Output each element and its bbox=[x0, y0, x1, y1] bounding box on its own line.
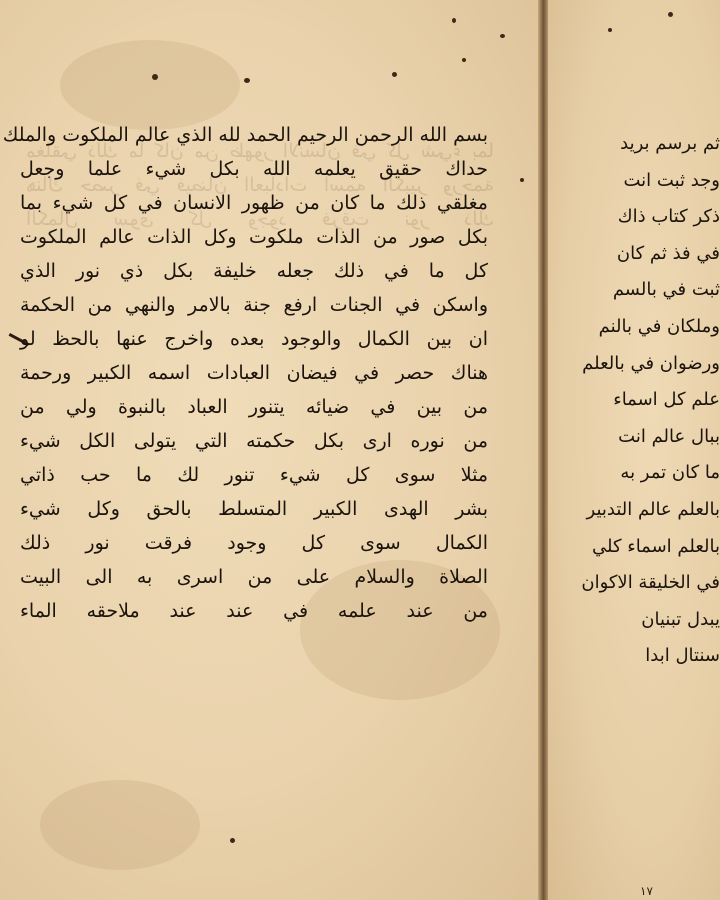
text-line: بالعلم اسماء كلي bbox=[591, 535, 720, 557]
text-line: سنتال ابدا bbox=[645, 645, 720, 667]
text-line: بكل صور من الذات ملكوت وكل الذات عالم الملكوت bbox=[20, 226, 488, 248]
text-line: يبدل تبنيان bbox=[641, 608, 720, 630]
ink-spot bbox=[500, 34, 505, 38]
text-line: واسكن في الجنات ارفع جنة بالامر والنهي من الحكمة bbox=[20, 294, 488, 316]
text-line: ذكر كتاب ذاك bbox=[617, 206, 720, 228]
text-line: مغلقي ذلك ما كان من ظهور الانسان في كل شيء بما bbox=[20, 192, 488, 214]
ink-spot bbox=[608, 28, 612, 32]
text-line: ببال عالم انت bbox=[618, 425, 720, 447]
right-page-text bbox=[581, 126, 720, 675]
ink-spot bbox=[462, 58, 466, 62]
text-line: الكمال سوى كل وجود فرقت نور ذلك bbox=[20, 532, 488, 554]
text-line: في الخليقة الاكوان bbox=[581, 572, 720, 594]
left-page-text bbox=[2, 118, 488, 628]
ink-spot bbox=[152, 74, 158, 80]
ink-spot bbox=[392, 72, 397, 77]
text-line: ثم برسم بريد bbox=[620, 133, 720, 154]
ink-spot bbox=[230, 838, 235, 843]
text-line: مثلا سوى كل شيء تنور لك ما حب ذاتي bbox=[20, 464, 488, 486]
text-line: ما كان تمر به bbox=[620, 462, 720, 484]
text-line: الصلاة والسلام على من اسرى به الى البيت bbox=[20, 566, 488, 588]
text-line: هناك حصر في فيضان العبادات اسمه الكبير ورحمة bbox=[20, 362, 488, 384]
ink-spot bbox=[520, 178, 524, 182]
text-line: وملكان في بالنم bbox=[598, 315, 720, 337]
text-line: بالعلم عالم التدبير bbox=[586, 498, 720, 520]
text-line: ان بين الكمال والوجود بعده واخرج عنها بالحظ لو bbox=[20, 328, 488, 350]
text-line: حداك حقيق يعلمه الله بكل شيء علما وجعل bbox=[20, 158, 488, 180]
text-line: في فذ ثم كان bbox=[616, 242, 720, 264]
paper-stain bbox=[40, 780, 200, 870]
text-line: بشر الهدى الكبير المتسلط بالحق وكل شيء bbox=[20, 498, 488, 520]
text-line: بسم الله الرحمن الرحيم الحمد لله الذي عالم الملكوت والملك bbox=[2, 124, 488, 146]
text-line: علم كل اسماء bbox=[613, 389, 720, 411]
text-line: ورضوان في بالعلم bbox=[582, 352, 720, 374]
ink-spot bbox=[244, 78, 250, 83]
text-line: ثبت في بالسم bbox=[612, 279, 720, 301]
text-line: وجد ثبت انت bbox=[623, 169, 720, 191]
text-line: كل ما في ذلك جعله خليفة بكل ذي نور الذي bbox=[20, 260, 488, 282]
folio-number: ١٧ bbox=[640, 884, 653, 898]
text-line: من نوره ارى بكل حكمته التي يتولى الكل شيء bbox=[20, 430, 488, 452]
ink-spot bbox=[452, 18, 456, 23]
text-line: من عند علمه في عند عند ملاحقه الماء bbox=[20, 600, 488, 622]
text-line: من بين في ضيائه يتنور العباد بالنبوة ولي من bbox=[20, 396, 488, 418]
ink-spot bbox=[668, 12, 673, 17]
paper-stain bbox=[60, 40, 240, 130]
